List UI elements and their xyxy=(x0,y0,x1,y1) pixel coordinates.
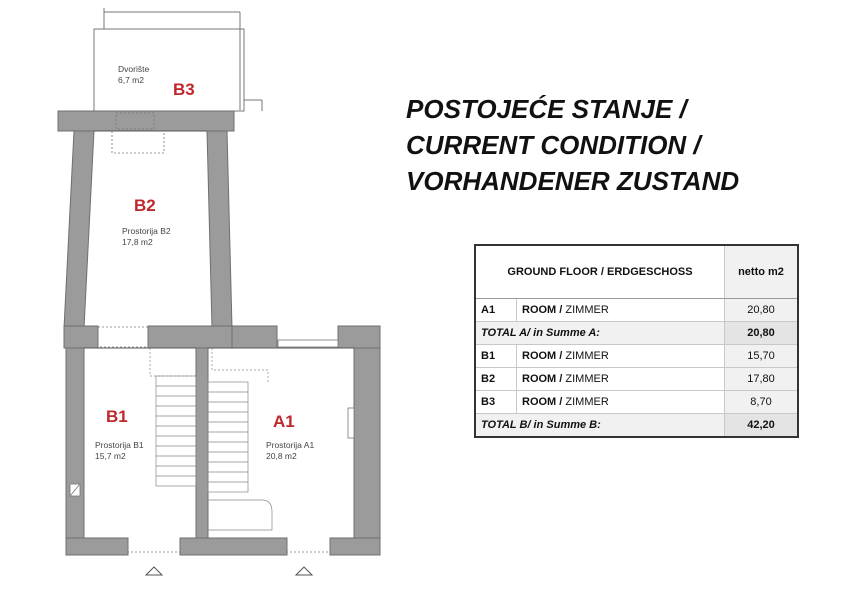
header-area: netto m2 xyxy=(725,245,799,299)
room-b2-area: 17,8 m2 xyxy=(122,236,153,247)
page-title xyxy=(406,91,826,199)
total-value: 20,80 xyxy=(725,322,799,345)
table-row xyxy=(475,299,798,322)
stairs-b1 xyxy=(150,348,196,486)
room-b1-area: 15,7 m2 xyxy=(95,450,126,461)
area-table xyxy=(474,244,799,438)
room-a1-name-text: Prostorija A1 xyxy=(266,440,315,450)
header-floor: GROUND FLOOR / ERDGESCHOSS xyxy=(475,245,725,299)
row-value: 20,80 xyxy=(725,299,799,322)
row-value: 15,70 xyxy=(725,345,799,368)
room-b2-name-text: Prostorija B2 xyxy=(122,226,171,236)
row-room-en: ROOM / xyxy=(522,373,563,385)
row-code: B1 xyxy=(475,345,517,368)
floor-plan xyxy=(0,0,400,595)
room-b3-name-text: Dvorište xyxy=(118,64,150,74)
total-label: TOTAL B/ in Summe B: xyxy=(475,414,725,438)
room-a1-area: 20,8 m2 xyxy=(266,450,297,461)
room-a1-name xyxy=(266,440,314,461)
row-room xyxy=(517,368,725,391)
title-line-1: POSTOJEĆE STANJE / xyxy=(406,94,687,124)
title-line-3: VORHANDENER ZUSTAND xyxy=(406,166,740,196)
row-room-de: ZIMMER xyxy=(562,373,609,385)
row-room-en: ROOM / xyxy=(522,304,563,316)
row-room-en: ROOM / xyxy=(522,396,563,408)
room-a1-tag: A1 xyxy=(273,412,295,431)
row-value: 17,80 xyxy=(725,368,799,391)
total-value: 42,20 xyxy=(725,414,799,438)
stairs-a1 xyxy=(208,348,272,530)
table-total-row xyxy=(475,322,798,345)
table-row xyxy=(475,391,798,414)
room-b1-name-text: Prostorija B1 xyxy=(95,440,144,450)
room-b3-name xyxy=(118,64,149,85)
row-room xyxy=(517,345,725,368)
room-b2-name xyxy=(122,226,171,247)
row-value: 8,70 xyxy=(725,391,799,414)
row-code: B2 xyxy=(475,368,517,391)
row-room xyxy=(517,391,725,414)
row-room-de: ZIMMER xyxy=(562,396,609,408)
table-row xyxy=(475,345,798,368)
room-b2-tag: B2 xyxy=(134,196,156,215)
room-b1-name xyxy=(95,440,144,461)
row-code: A1 xyxy=(475,299,517,322)
entrance-markers xyxy=(146,567,312,575)
room-b1-tag: B1 xyxy=(106,407,128,426)
row-code: B3 xyxy=(475,391,517,414)
title-line-2: CURRENT CONDITION / xyxy=(406,130,701,160)
room-b3-area: 6,7 m2 xyxy=(118,74,144,85)
row-room-de: ZIMMER xyxy=(562,350,609,362)
total-label: TOTAL A/ in Summe A: xyxy=(475,322,725,345)
walls xyxy=(58,111,380,555)
row-room xyxy=(517,299,725,322)
row-room-en: ROOM / xyxy=(522,350,563,362)
room-b3-tag: B3 xyxy=(173,80,195,99)
row-room-de: ZIMMER xyxy=(562,304,609,316)
table-header-row xyxy=(475,245,798,299)
table-total-row xyxy=(475,414,798,438)
table-row xyxy=(475,368,798,391)
